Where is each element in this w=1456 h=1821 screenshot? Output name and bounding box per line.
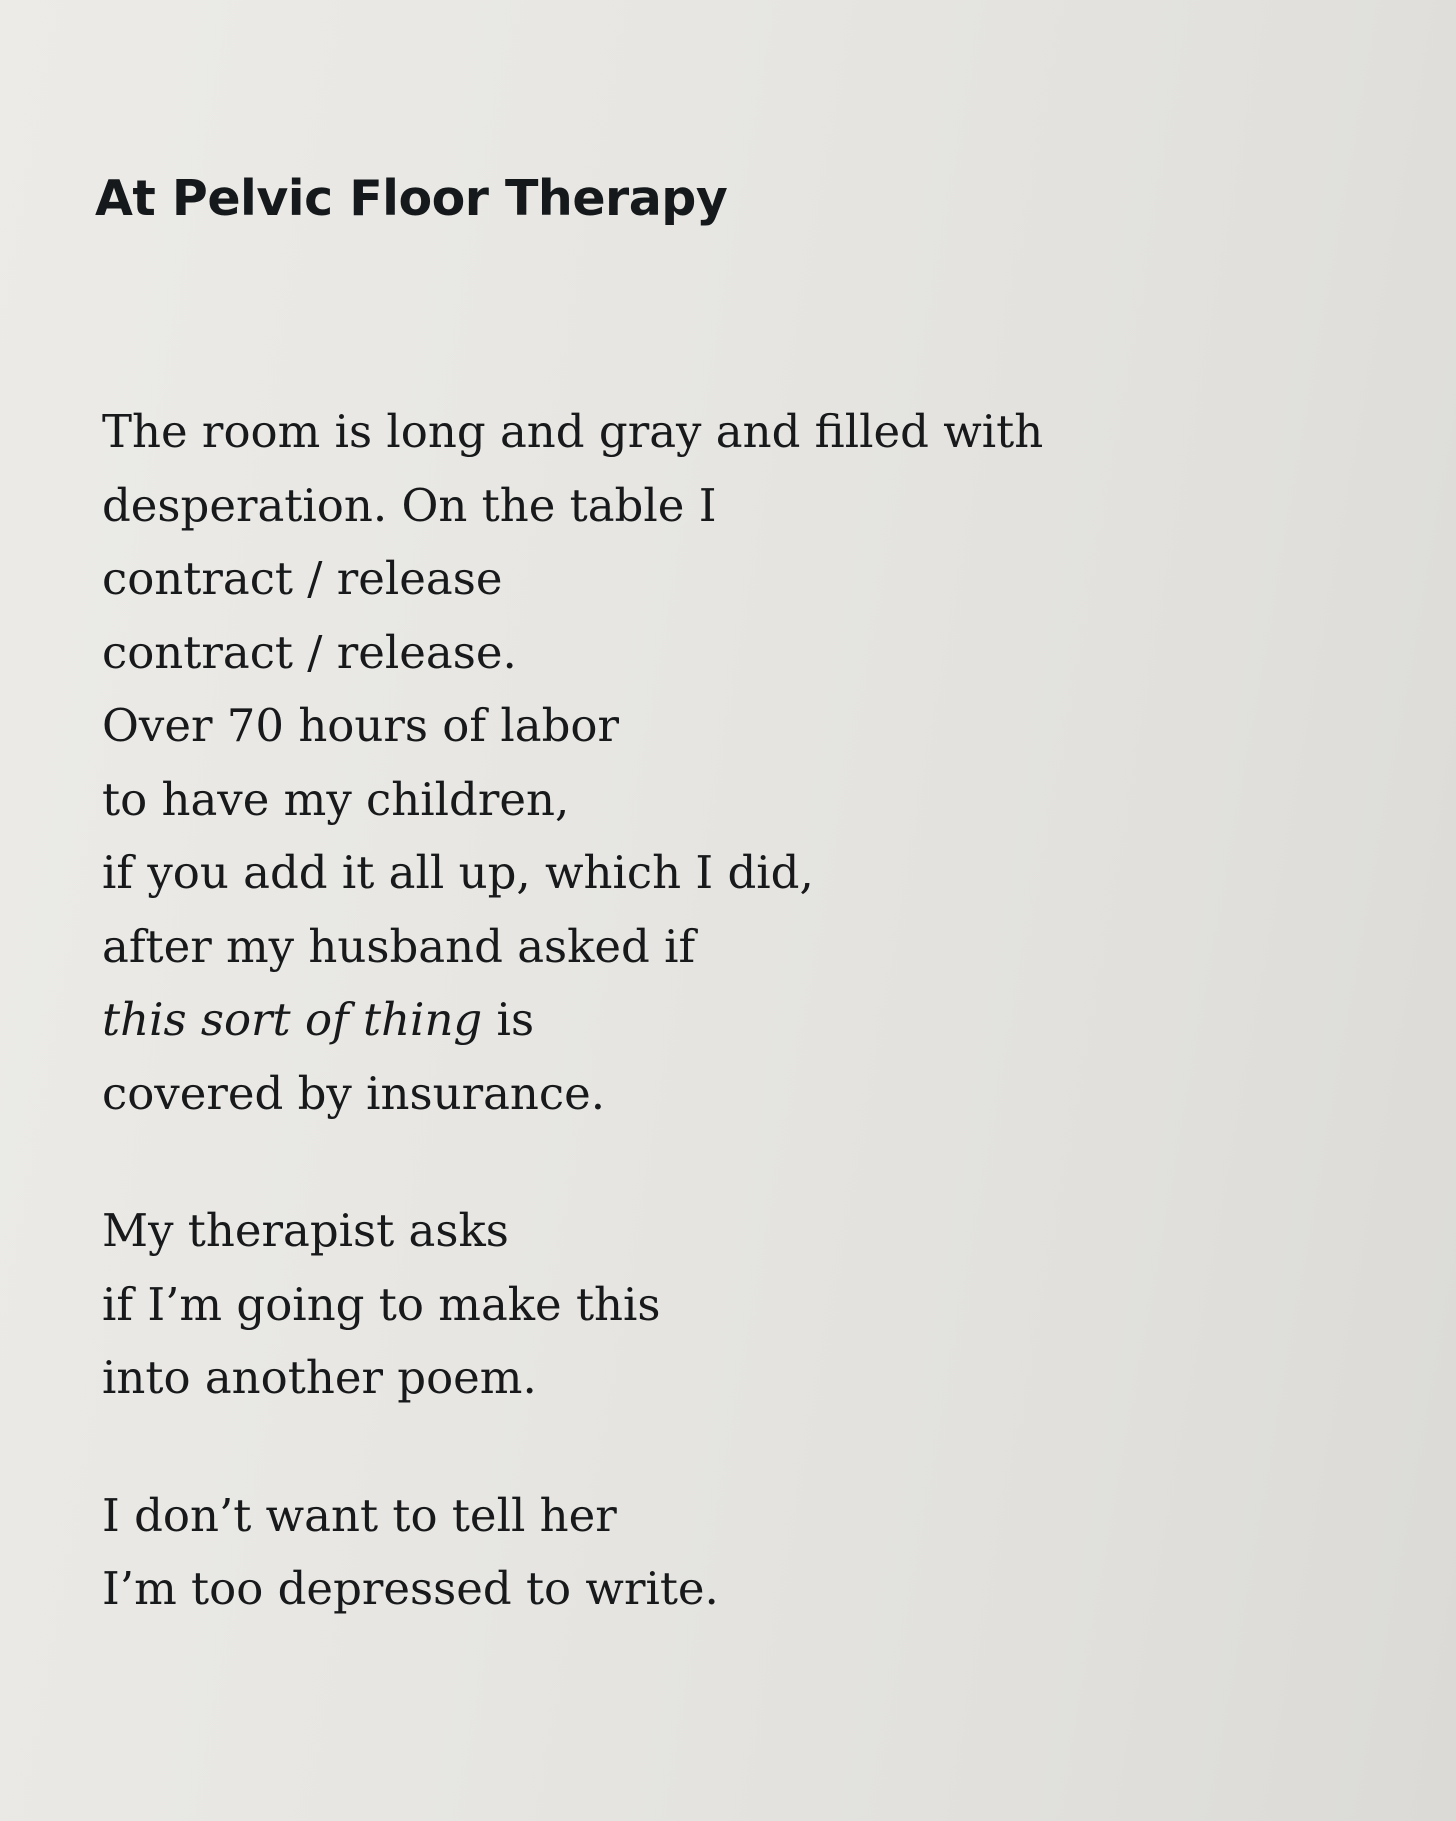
poem-line: Over 70 hours of labor xyxy=(102,699,619,752)
poem-line: covered by insurance. xyxy=(102,1066,606,1120)
poem-line: My therapist asks xyxy=(102,1204,509,1257)
poem-line: contract / release. xyxy=(102,625,517,679)
poem-body xyxy=(102,395,1043,1626)
poem-line: into another poem. xyxy=(102,1351,537,1404)
poem-line: I don’t want to tell her xyxy=(102,1488,617,1542)
poem-line: contract / release xyxy=(102,552,503,605)
poem-line: to have my children, xyxy=(102,772,570,826)
poem-line: I’m too depressed to write. xyxy=(102,1562,719,1615)
stanza-2 xyxy=(102,1194,1043,1415)
stanza-1 xyxy=(102,395,1043,1130)
poem-line: desperation. On the table I xyxy=(102,478,717,532)
poem-title: At Pelvic Floor Therapy xyxy=(95,170,728,227)
stanza-3 xyxy=(102,1479,1043,1626)
italic-phrase: this sort of thing xyxy=(102,993,483,1046)
line-remainder: is xyxy=(482,993,535,1046)
poem-line xyxy=(102,983,1043,1057)
poem-line: if I’m going to make this xyxy=(102,1277,661,1331)
poem-line: The room is long and gray and filled with xyxy=(102,405,1044,458)
poem-line: after my husband asked if xyxy=(102,919,696,973)
poem-line: if you add it all up, which I did, xyxy=(102,846,814,899)
